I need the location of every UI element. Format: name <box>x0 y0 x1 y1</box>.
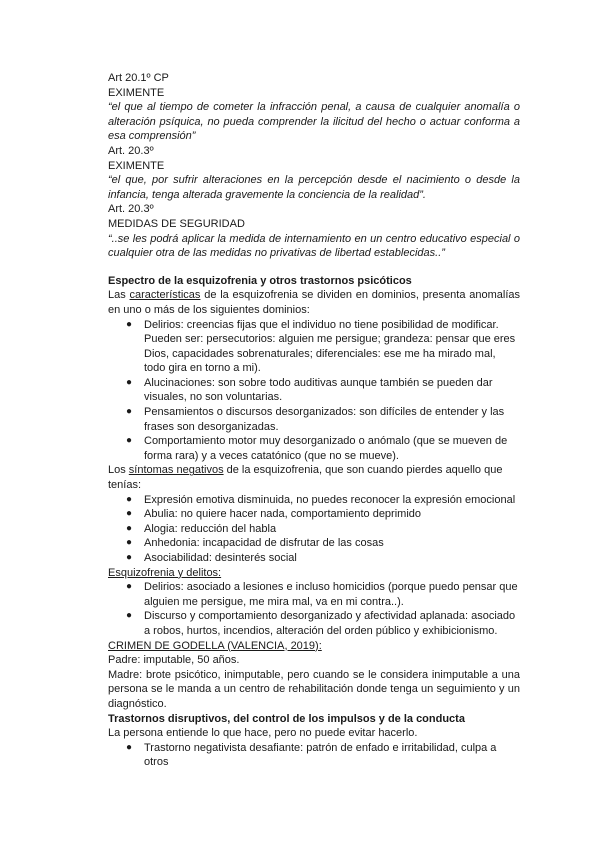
bullet-icon: ● <box>126 741 133 753</box>
list-item <box>126 318 520 376</box>
bullet-icon: ● <box>126 318 133 330</box>
list-item <box>126 522 520 537</box>
list-item <box>126 536 520 551</box>
list-item-text: Delirios: asociado a lesiones e incluso homicidios (porque puedo pensar que alguien me persigue, me mira mal, va en mi contra..). <box>144 581 518 608</box>
text-run: Las <box>108 289 130 302</box>
document-page <box>108 71 520 770</box>
text-run: de la esquizofrenia, que son cuando pierdes aquello que tenías: <box>108 464 503 492</box>
paragraph <box>108 288 520 317</box>
bullet-list <box>108 580 520 638</box>
article-reference: Art 20.1º CP <box>108 72 169 84</box>
section-heading: Trastornos disruptivos, del control de los impulsos y de la conducta <box>108 712 465 725</box>
list-item <box>126 434 520 463</box>
section-heading: Espectro de la esquizofrenia y otros trastornos psicóticos <box>108 274 412 287</box>
article-reference: Art. 20.3º <box>108 144 154 157</box>
article-reference: Art. 20.3º <box>108 203 154 216</box>
medidas-label: MEDIDAS DE SEGURIDAD <box>108 217 245 230</box>
bullet-icon: ● <box>126 537 133 549</box>
bullet-icon: ● <box>126 522 133 534</box>
list-item-text: Delirios: creencias fijas que el individuo no tiene posibilidad de modificar. Pueden ser: persecutorios: alguien me persigue; grandeza: pensar que eres Dios, capacidades sobrenaturales; diferenciales: ese me ha mirado mal, todo gira en torno a mi). <box>144 318 516 375</box>
list-item-text: Alogia: reducción del habla <box>144 522 277 535</box>
bullet-list <box>108 741 520 770</box>
list-item <box>126 376 520 405</box>
list-item-text: Expresión emotiva disminuida, no puedes reconocer la expresión emocional <box>144 493 516 506</box>
list-item <box>126 580 520 609</box>
list-item-text: Anhedonia: incapacidad de disfrutar de las cosas <box>144 537 384 550</box>
bullet-icon: ● <box>126 508 133 520</box>
underlined-term: síntomas negativos <box>128 464 224 477</box>
spacer <box>108 261 520 274</box>
paragraph <box>108 463 520 492</box>
list-item-text: Comportamiento motor muy desorganizado o anómalo (que se mueven de forma rara) y a veces catatónico (que no se mueve). <box>144 435 508 462</box>
bullet-icon: ● <box>126 552 133 563</box>
eximente-label: EXIMENTE <box>108 86 165 99</box>
list-item-text: Pensamientos o discursos desorganizados: son difíciles de entender y las frases son desorganizadas. <box>144 406 505 433</box>
bullet-icon: ● <box>126 376 133 388</box>
list-item <box>126 551 520 566</box>
list-item-text: Discurso y comportamiento desorganizado y afectividad aplanada: asociado a robos, hurtos, incendios, alteración del orden público y exhibicionismo. <box>144 610 516 637</box>
list-item <box>126 609 520 638</box>
bullet-icon: ● <box>126 406 133 418</box>
bullet-icon: ● <box>126 581 133 593</box>
list-item-text: Asociabilidad: desinterés social <box>144 552 297 564</box>
bullet-icon: ● <box>126 493 133 505</box>
bullet-list <box>108 318 520 464</box>
list-item <box>126 493 520 508</box>
list-item-text: Abulia: no quiere hacer nada, comportamiento deprimido <box>144 508 421 521</box>
list-item <box>126 405 520 434</box>
legal-quote: “..se les podrá aplicar la medida de internamiento en un centro educativo especial o cualquier otra de las medidas no privativas de libertad establecidas..” <box>108 232 520 260</box>
legal-quote: “el que, por sufrir alteraciones en la percepción desde el nacimiento o desde la infancia, tenga alterada gravemente la conciencia de la realidad”. <box>108 174 520 201</box>
list-item <box>126 507 520 522</box>
bullet-icon: ● <box>126 435 133 447</box>
paragraph: La persona entiende lo que hace, pero no puede evitar hacerlo. <box>108 727 418 740</box>
text-run: Los <box>108 464 129 477</box>
bullet-list <box>108 493 520 566</box>
eximente-label: EXIMENTE <box>108 159 165 172</box>
case-heading: CRIMEN DE GODELLA (VALENCIA, 2019): <box>108 639 322 652</box>
list-item-text: Alucinaciones: son sobre todo auditivas aunque también se pueden dar visuales, no son voluntarias. <box>144 376 493 404</box>
underlined-term: características <box>129 289 201 302</box>
list-item <box>126 741 520 770</box>
paragraph: Madre: brote psicótico, inimputable, pero cuando se le considera inimputable a una persona se le manda a un centro de rehabilitación donde tenga un seguimiento y un diagnóstico. <box>108 668 520 710</box>
bullet-icon: ● <box>126 610 133 622</box>
paragraph: Padre: imputable, 50 años. <box>108 654 240 667</box>
legal-quote: “el que al tiempo de cometer la infracción penal, a causa de cualquier anomalía o alteración psíquica, no pueda comprender la ilicitud del hecho o actuar conforma a esa comprensión” <box>108 101 520 143</box>
list-item-text: Trastorno negativista desafiante: patrón de enfado e irritabilidad, culpa a otros <box>144 741 497 769</box>
text-run: de la esquizofrenia se dividen en dominios, presenta anomalías en uno o más de los siguientes dominios: <box>108 289 520 316</box>
subsection-heading: Esquizofrenia y delitos: <box>108 566 222 579</box>
